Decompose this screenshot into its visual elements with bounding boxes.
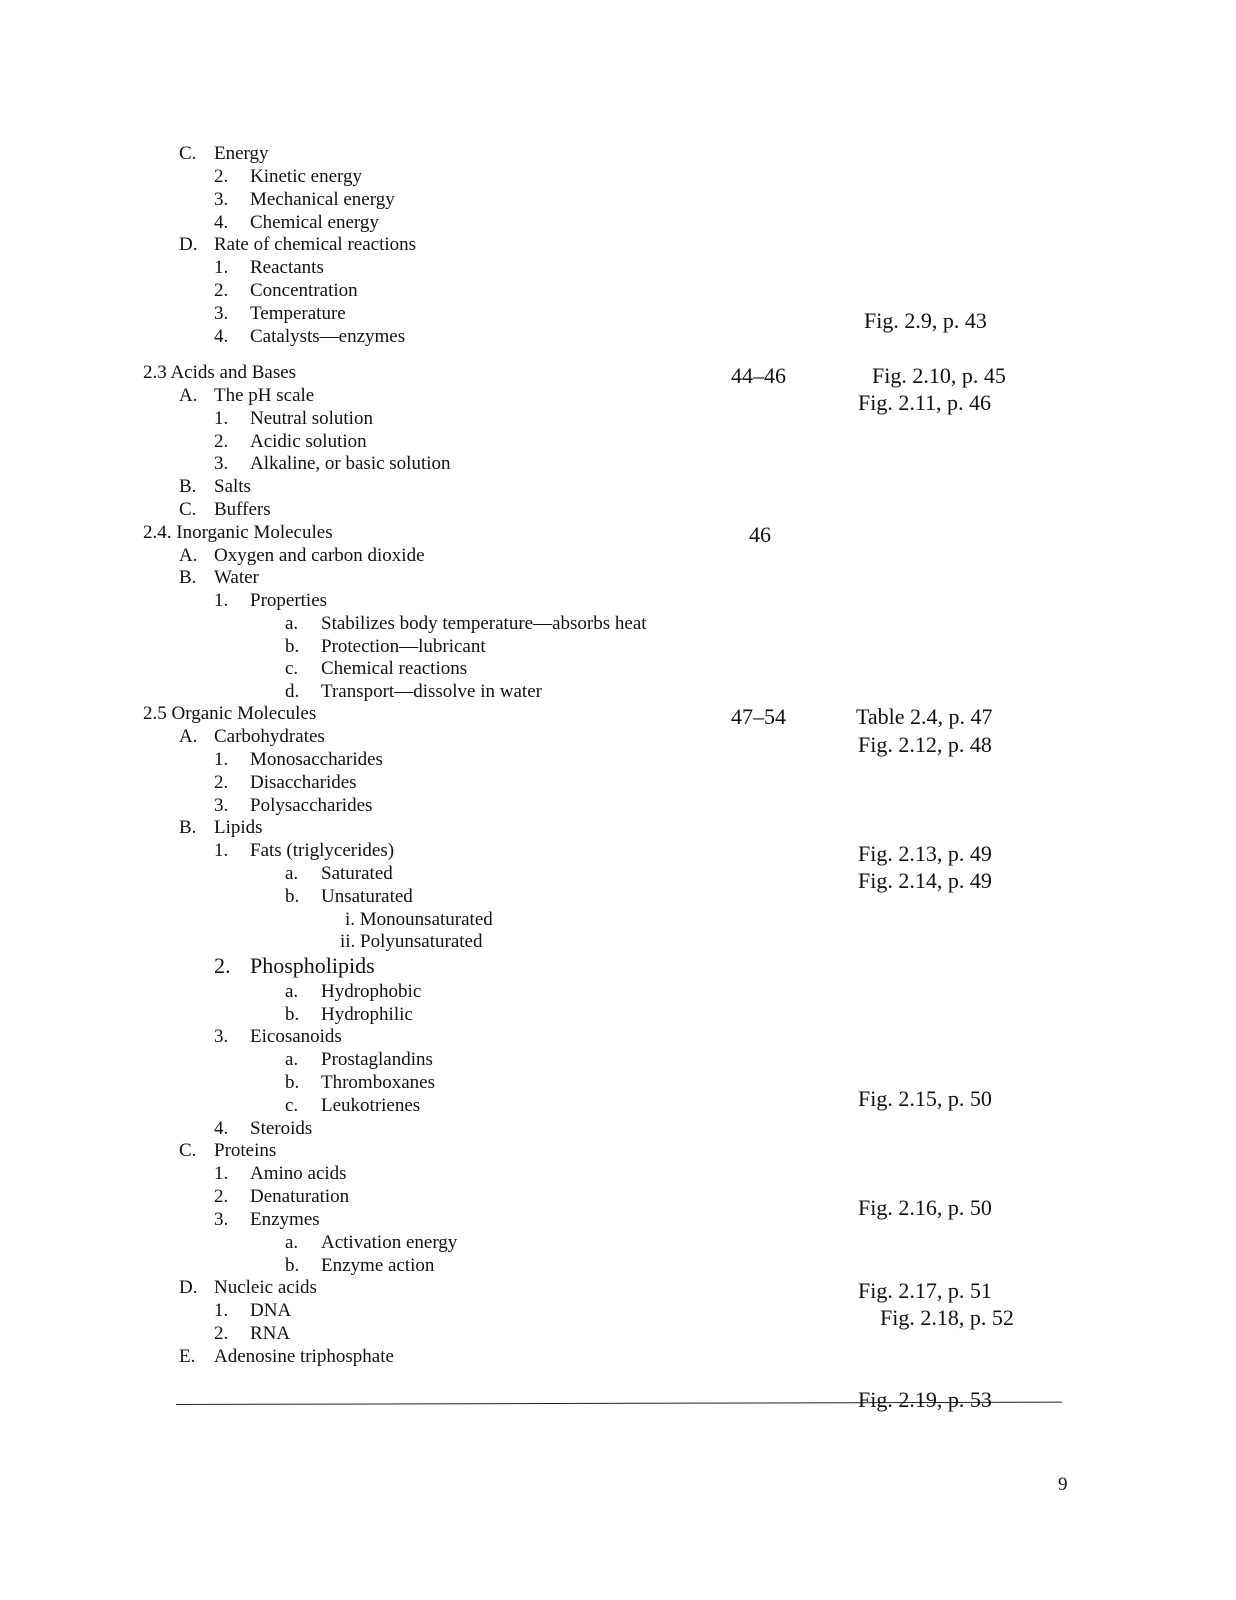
figure-reference: Fig. 2.19, p. 53 [858, 1387, 992, 1412]
outline-item: a. Hydrophobic [285, 981, 422, 1002]
outline-item: 3. Mechanical energy [214, 189, 395, 210]
section-heading: 2.5 Organic Molecules [143, 703, 317, 724]
outline-item: A. The pH scale [179, 385, 315, 406]
page-range: 46 [749, 522, 771, 547]
outline-item: d. Transport—dissolve in water [285, 681, 542, 702]
outline-item: D. Rate of chemical reactions [179, 234, 417, 255]
outline-item: 2. Concentration [214, 280, 358, 301]
page-range: 44–46 [731, 363, 786, 388]
outline-item: 2. Denaturation [214, 1186, 350, 1207]
figure-reference: Fig. 2.18, p. 52 [880, 1305, 1014, 1330]
page-number: 9 [1058, 1474, 1068, 1495]
outline-item: A. Carbohydrates [179, 726, 325, 747]
outline-item: 4. Catalysts—enzymes [214, 326, 406, 347]
outline-item: C. Energy [179, 143, 269, 164]
outline-item: 1. DNA [214, 1300, 292, 1321]
outline-item: C. Proteins [179, 1140, 277, 1161]
outline-item: 1. Properties [214, 590, 328, 611]
figure-reference: Fig. 2.10, p. 45 [872, 363, 1006, 388]
outline-item: ii. Polyunsaturated [340, 931, 483, 952]
outline-item: 2. Acidic solution [214, 431, 367, 452]
outline-item: b. Unsaturated [285, 886, 413, 907]
outline-item: B. Salts [179, 476, 251, 497]
outline-item: 3. Temperature [214, 303, 346, 324]
outline-item: 3. Enzymes [214, 1209, 320, 1230]
figure-reference: Fig. 2.15, p. 50 [858, 1086, 992, 1111]
outline-item: 4. Steroids [214, 1118, 313, 1139]
outline-item: 3. Polysaccharides [214, 795, 373, 816]
outline-item: b. Thromboxanes [285, 1072, 435, 1093]
outline-item: 2. Phospholipids [214, 953, 375, 978]
outline-item: D. Nucleic acids [179, 1277, 317, 1298]
outline-item: a. Prostaglandins [285, 1049, 433, 1070]
outline-item: 2. Disaccharides [214, 772, 357, 793]
outline-item: 1. Fats (triglycerides) [214, 840, 395, 861]
outline-item: a. Stabilizes body temperature—absorbs heat [285, 613, 647, 634]
figure-reference: Fig. 2.17, p. 51 [858, 1278, 992, 1303]
outline-item: b. Hydrophilic [285, 1004, 413, 1025]
outline-item: B. Lipids [179, 817, 263, 838]
outline-item: 2. Kinetic energy [214, 166, 363, 187]
outline-item: C. Buffers [179, 499, 271, 520]
outline-item: i. Monounsaturated [345, 909, 493, 930]
figure-reference: Fig. 2.11, p. 46 [858, 390, 992, 415]
section-heading: 2.4. Inorganic Molecules [143, 522, 333, 543]
figure-reference: Fig. 2.12, p. 48 [858, 732, 992, 757]
section-heading: 2.3 Acids and Bases [143, 362, 297, 383]
outline-item: B. Water [179, 567, 259, 588]
figure-reference: Fig. 2.14, p. 49 [858, 868, 992, 893]
outline-item: 4. Chemical energy [214, 212, 379, 233]
outline-item: 3. Eicosanoids [214, 1026, 342, 1047]
outline-item: 1. Neutral solution [214, 408, 373, 429]
outline-item: A. Oxygen and carbon dioxide [179, 545, 425, 566]
outline-item: a. Activation energy [285, 1232, 458, 1253]
table-reference: Table 2.4, p. 47 [856, 704, 993, 729]
outline-item: c. Leukotrienes [285, 1095, 421, 1116]
outline-item: 3. Alkaline, or basic solution [214, 453, 451, 474]
figure-reference: Fig. 2.16, p. 50 [858, 1195, 992, 1220]
outline-item: E. Adenosine triphosphate [179, 1346, 394, 1367]
outline-item: 2. RNA [214, 1323, 291, 1344]
page-range: 47–54 [731, 704, 786, 729]
outline-item: a. Saturated [285, 863, 393, 884]
outline-item: 1. Monosaccharides [214, 749, 383, 770]
figure-reference: Fig. 2.13, p. 49 [858, 841, 992, 866]
outline-item: b. Enzyme action [285, 1255, 435, 1276]
outline-item: 1. Amino acids [214, 1163, 347, 1184]
figure-reference: Fig. 2.9, p. 43 [864, 308, 987, 333]
outline-item: c. Chemical reactions [285, 658, 468, 679]
outline-item: b. Protection—lubricant [285, 636, 486, 657]
outline-item: 1. Reactants [214, 257, 324, 278]
